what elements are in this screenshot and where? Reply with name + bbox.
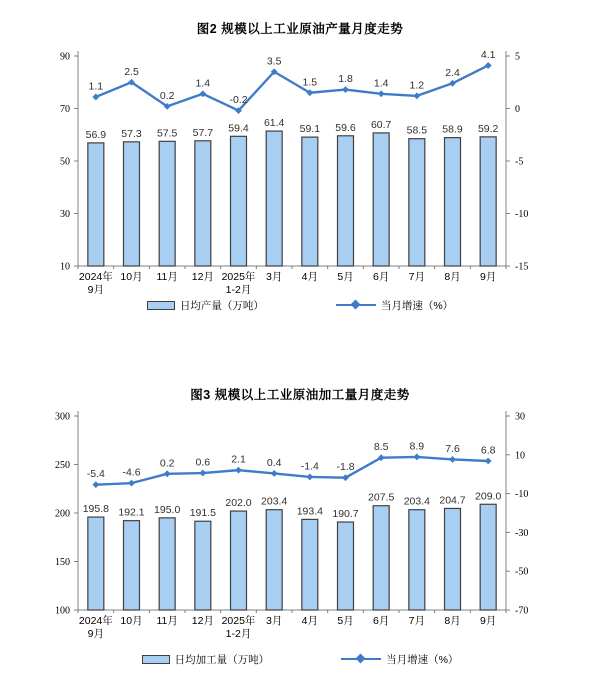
bar xyxy=(266,131,282,266)
legend-item-bar xyxy=(142,652,270,667)
right-axis-tick-label: 10 xyxy=(515,450,525,462)
x-axis-category-label: 8月 xyxy=(444,615,461,627)
line-value-label: 2.5 xyxy=(124,65,139,78)
line-value-label: 8.9 xyxy=(409,440,425,453)
legend-item-bar xyxy=(147,298,264,313)
chart-legend xyxy=(0,648,600,670)
left-axis-tick-label: 150 xyxy=(55,557,70,568)
bar xyxy=(409,510,425,610)
bar xyxy=(88,143,104,266)
right-axis-tick-label: 30 xyxy=(515,411,525,423)
bar xyxy=(266,510,282,610)
bar xyxy=(373,506,389,610)
bar-value-label: 193.4 xyxy=(296,505,323,518)
bar-swatch-icon xyxy=(142,655,170,664)
bar xyxy=(338,522,354,610)
bar-value-label: 58.9 xyxy=(442,123,463,136)
line-swatch-icon xyxy=(341,658,381,661)
line-value-label: 7.6 xyxy=(445,442,460,455)
diamond-marker-icon xyxy=(356,654,366,664)
bar-value-label: 57.7 xyxy=(192,126,214,139)
line-value-label: -4.6 xyxy=(122,466,141,479)
x-axis-category-label: 5月 xyxy=(337,615,354,627)
line-value-label: 1.4 xyxy=(373,77,389,90)
line-marker xyxy=(449,456,456,463)
line-value-label: 3.5 xyxy=(266,55,282,68)
chart-title: 图3 规模以上工业原油加工量月度走势 xyxy=(190,388,410,402)
x-axis-category-label: 8月 xyxy=(444,271,461,283)
x-axis-category-label: 2025年 xyxy=(221,271,256,283)
bar-value-label: 59.2 xyxy=(477,122,499,135)
line-value-label: 4.1 xyxy=(480,48,496,61)
bar-value-label: 195.0 xyxy=(154,503,181,516)
bar-value-label: 203.4 xyxy=(403,495,430,508)
chart-title: 图2 规模以上工业原油产量月度走势 xyxy=(196,22,404,36)
x-axis-category-label: 7月 xyxy=(408,271,426,283)
left-axis-tick-label: 10 xyxy=(60,261,70,273)
bar-value-label: 59.4 xyxy=(228,122,249,135)
line-value-label: 8.5 xyxy=(373,441,389,454)
bar-value-label: 190.7 xyxy=(332,508,359,521)
bar xyxy=(445,508,461,610)
right-axis-tick-label: -50 xyxy=(515,566,529,578)
x-axis-category-label: 1-2月 xyxy=(225,284,252,294)
crude-oil-processing-chart xyxy=(0,380,600,670)
bar xyxy=(124,521,140,610)
bar-value-label: 207.5 xyxy=(368,491,395,504)
line-value-label: 0.6 xyxy=(195,456,211,469)
chart-canvas xyxy=(0,410,600,648)
right-axis-tick-label: -30 xyxy=(515,527,529,539)
line-swatch-icon xyxy=(336,304,376,307)
chart-canvas xyxy=(0,44,600,294)
bar xyxy=(302,519,318,610)
left-axis-tick-label: 70 xyxy=(60,104,70,115)
left-axis-tick-label: 100 xyxy=(55,605,70,617)
x-axis-category-label: 3月 xyxy=(265,615,283,627)
line-marker xyxy=(342,86,349,93)
bar-value-label: 195.8 xyxy=(82,503,109,516)
line-marker xyxy=(306,474,313,481)
bar xyxy=(409,139,425,266)
bar-value-label: 191.5 xyxy=(189,507,216,520)
x-axis-category-label: 3月 xyxy=(265,271,283,283)
bar-value-label: 59.6 xyxy=(335,121,356,134)
right-axis-tick-label: 0 xyxy=(515,104,520,115)
line-value-label: 2.4 xyxy=(445,66,460,79)
line-value-label: 1.1 xyxy=(88,80,104,93)
x-axis-category-label: 2024年 xyxy=(78,271,113,283)
line-value-label: 0.2 xyxy=(159,457,175,470)
line-marker xyxy=(235,467,242,474)
line-value-label: 1.5 xyxy=(302,76,318,89)
legend-bar-label: 日均产量（万吨） xyxy=(179,299,264,312)
line-value-label: 1.2 xyxy=(409,79,425,92)
bar-value-label: 209.0 xyxy=(475,490,502,503)
bar-value-label: 203.4 xyxy=(261,495,288,508)
left-axis-tick-label: 200 xyxy=(55,508,70,520)
bar-value-label: 204.7 xyxy=(439,494,466,507)
line-marker xyxy=(378,90,385,97)
line-value-label: 0.2 xyxy=(159,89,175,102)
line-marker xyxy=(92,481,99,488)
bar-value-label: 202.0 xyxy=(225,497,252,510)
legend-bar-label: 日均加工量（万吨） xyxy=(174,653,270,666)
x-axis-category-label: 9月 xyxy=(479,271,497,283)
line-series xyxy=(96,65,488,110)
bar xyxy=(159,141,175,266)
left-axis-tick-label: 50 xyxy=(60,156,70,168)
bar xyxy=(195,521,211,610)
x-axis-category-label: 9月 xyxy=(87,628,105,640)
bar-value-label: 58.5 xyxy=(406,124,428,137)
x-axis-category-label: 7月 xyxy=(408,615,426,627)
line-series xyxy=(96,457,488,485)
left-axis-tick-label: 250 xyxy=(55,460,70,471)
line-value-label: 1.4 xyxy=(195,77,211,90)
legend-line-label: 当月增速（%） xyxy=(386,653,459,666)
line-value-label: -5.4 xyxy=(86,468,105,481)
crude-oil-production-chart xyxy=(0,14,600,316)
right-axis-tick-label: -10 xyxy=(515,209,529,220)
left-axis-tick-label: 30 xyxy=(60,209,70,220)
bar xyxy=(480,504,496,610)
bar-value-label: 57.5 xyxy=(156,127,178,140)
x-axis-category-label: 5月 xyxy=(337,271,354,283)
bar-value-label: 56.9 xyxy=(85,128,107,141)
bar xyxy=(195,141,211,266)
bar-value-label: 60.7 xyxy=(370,118,392,131)
x-axis-category-label: 4月 xyxy=(301,271,319,283)
bar-value-label: 61.4 xyxy=(263,117,285,130)
line-marker xyxy=(164,470,171,477)
x-axis-category-label: 2024年 xyxy=(78,615,113,627)
left-axis-tick-label: 90 xyxy=(60,51,70,63)
bar xyxy=(302,137,318,266)
bar xyxy=(231,511,247,610)
bar-swatch-icon xyxy=(147,301,175,310)
line-marker xyxy=(413,454,420,461)
line-value-label: -0.2 xyxy=(229,94,248,107)
bar xyxy=(159,518,175,610)
bar xyxy=(338,136,354,266)
right-axis-tick-label: -15 xyxy=(515,261,529,273)
legend-line-label: 当月增速（%） xyxy=(380,299,454,312)
line-value-label: 2.1 xyxy=(231,453,246,466)
x-axis-category-label: 9月 xyxy=(479,615,497,627)
bar xyxy=(445,138,461,266)
bar-value-label: 57.3 xyxy=(121,127,142,140)
line-marker xyxy=(413,93,420,100)
x-axis-category-label: 12月 xyxy=(191,271,214,283)
bar-value-label: 59.1 xyxy=(299,123,321,136)
legend-item-line xyxy=(341,652,458,667)
x-axis-category-label: 11月 xyxy=(156,615,178,627)
bar xyxy=(124,142,140,266)
bar xyxy=(480,137,496,266)
chart-legend xyxy=(0,294,600,316)
line-value-label: 6.8 xyxy=(480,444,496,457)
line-value-label: -1.4 xyxy=(300,460,319,473)
right-axis-tick-label: -5 xyxy=(515,156,524,168)
bar xyxy=(373,133,389,266)
x-axis-category-label: 2025年 xyxy=(221,615,256,627)
x-axis-category-label: 10月 xyxy=(120,271,143,283)
right-axis-tick-label: -10 xyxy=(515,489,529,501)
line-marker xyxy=(485,458,492,465)
right-axis-tick-label: 5 xyxy=(515,51,520,63)
line-value-label: 1.8 xyxy=(338,73,353,86)
line-marker xyxy=(271,470,278,477)
x-axis-category-label: 11月 xyxy=(156,271,178,283)
x-axis-category-label: 1-2月 xyxy=(225,628,252,640)
x-axis-category-label: 6月 xyxy=(372,271,390,283)
right-axis-tick-label: -70 xyxy=(515,605,529,617)
x-axis-category-label: 6月 xyxy=(372,615,390,627)
line-value-label: 0.4 xyxy=(266,456,282,469)
line-marker xyxy=(199,470,206,477)
bar-value-label: 192.1 xyxy=(118,506,145,519)
bar xyxy=(231,136,247,266)
line-marker xyxy=(92,94,99,101)
legend-item-line xyxy=(336,298,453,313)
diamond-marker-icon xyxy=(350,300,360,310)
x-axis-category-label: 9月 xyxy=(87,284,105,294)
x-axis-category-label: 4月 xyxy=(301,615,319,627)
line-marker xyxy=(128,480,135,487)
x-axis-category-label: 10月 xyxy=(120,615,143,627)
bar xyxy=(88,517,104,610)
left-axis-tick-label: 300 xyxy=(55,411,70,423)
x-axis-category-label: 12月 xyxy=(191,615,214,627)
line-value-label: -1.8 xyxy=(336,461,355,474)
